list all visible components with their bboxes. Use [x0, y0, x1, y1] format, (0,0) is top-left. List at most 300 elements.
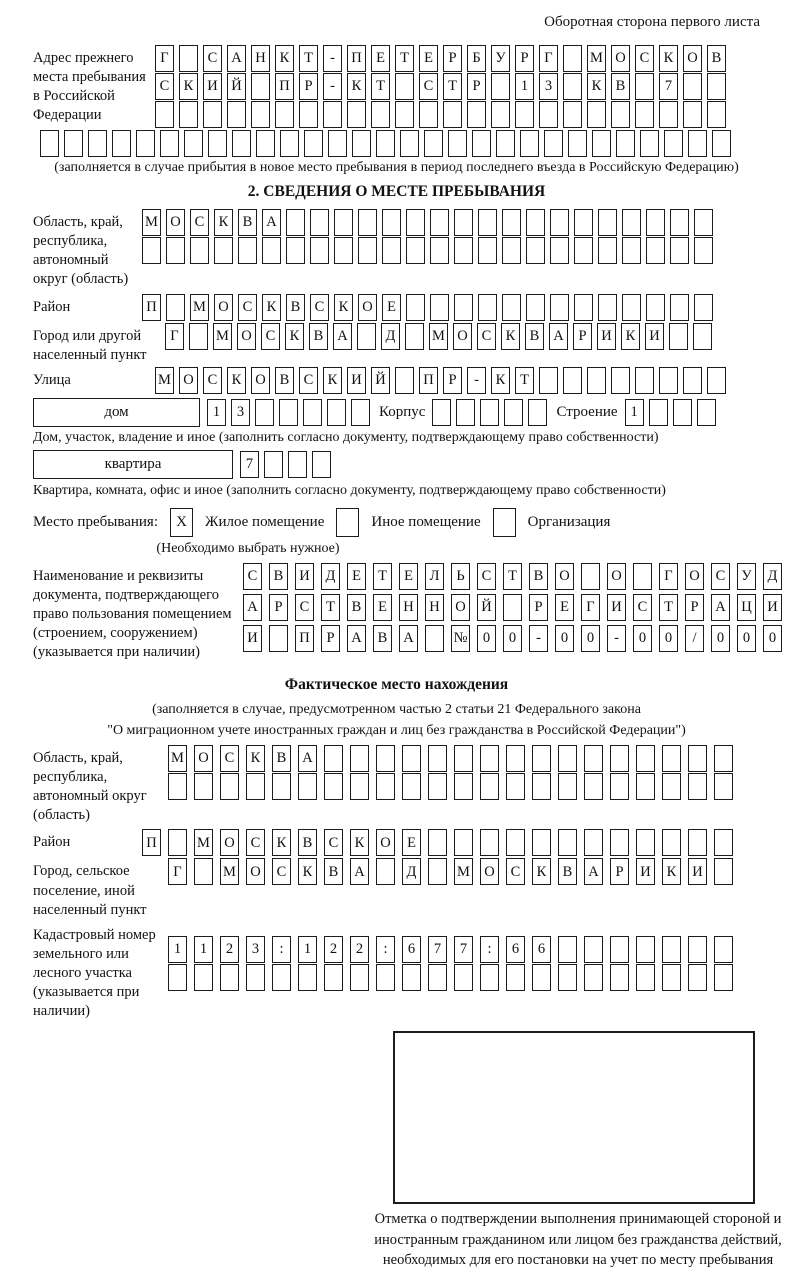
char-cell[interactable]: А: [298, 745, 317, 772]
char-cell[interactable]: О: [607, 563, 626, 590]
char-cell[interactable]: М: [190, 294, 209, 321]
char-cell[interactable]: [610, 829, 629, 856]
char-cell[interactable]: П: [295, 625, 314, 652]
char-cell[interactable]: К: [246, 745, 265, 772]
char-cell[interactable]: И: [203, 73, 222, 100]
char-cell[interactable]: В: [309, 323, 328, 350]
char-cell[interactable]: 0: [477, 625, 496, 652]
char-cell[interactable]: [563, 101, 582, 128]
char-cell[interactable]: -: [323, 45, 342, 72]
char-cell[interactable]: [697, 399, 716, 426]
char-cell[interactable]: Е: [382, 294, 401, 321]
char-cell[interactable]: [395, 101, 414, 128]
char-cell[interactable]: О: [246, 858, 265, 885]
char-cell[interactable]: [598, 294, 617, 321]
char-cell[interactable]: 0: [581, 625, 600, 652]
char-cell[interactable]: [480, 829, 499, 856]
char-cell[interactable]: [636, 964, 655, 991]
char-cell[interactable]: [334, 237, 353, 264]
char-cell[interactable]: [636, 829, 655, 856]
char-cell[interactable]: В: [525, 323, 544, 350]
char-cell[interactable]: [670, 294, 689, 321]
char-cell[interactable]: К: [350, 829, 369, 856]
char-cell[interactable]: О: [237, 323, 256, 350]
char-cell[interactable]: [357, 323, 376, 350]
char-cell[interactable]: 7: [454, 936, 473, 963]
char-cell[interactable]: -: [529, 625, 548, 652]
char-cell[interactable]: :: [272, 936, 291, 963]
char-cell[interactable]: [203, 101, 222, 128]
char-cell[interactable]: [251, 101, 270, 128]
char-cell[interactable]: В: [275, 367, 294, 394]
checkbox-inoe[interactable]: [336, 508, 359, 537]
char-cell[interactable]: [714, 829, 733, 856]
char-cell[interactable]: 0: [555, 625, 574, 652]
char-cell[interactable]: Т: [503, 563, 522, 590]
char-cell[interactable]: А: [227, 45, 246, 72]
char-cell[interactable]: 3: [246, 936, 265, 963]
char-cell[interactable]: [298, 964, 317, 991]
char-cell[interactable]: [327, 399, 346, 426]
char-cell[interactable]: М: [142, 209, 161, 236]
char-cell[interactable]: [673, 399, 692, 426]
char-cell[interactable]: [382, 209, 401, 236]
char-cell[interactable]: [166, 294, 185, 321]
char-cell[interactable]: [662, 964, 681, 991]
char-cell[interactable]: [610, 936, 629, 963]
char-cell[interactable]: Е: [347, 563, 366, 590]
char-cell[interactable]: 1: [194, 936, 213, 963]
char-cell[interactable]: [432, 399, 451, 426]
char-cell[interactable]: [328, 130, 347, 157]
char-cell[interactable]: Т: [443, 73, 462, 100]
char-cell[interactable]: [350, 773, 369, 800]
char-cell[interactable]: О: [683, 45, 702, 72]
char-cell[interactable]: [214, 237, 233, 264]
char-cell[interactable]: О: [194, 745, 213, 772]
char-cell[interactable]: [574, 294, 593, 321]
char-cell[interactable]: [694, 209, 713, 236]
char-cell[interactable]: С: [635, 45, 654, 72]
char-cell[interactable]: [622, 294, 641, 321]
char-cell[interactable]: Е: [399, 563, 418, 590]
char-cell[interactable]: [659, 101, 678, 128]
char-cell[interactable]: К: [491, 367, 510, 394]
char-cell[interactable]: [574, 209, 593, 236]
char-cell[interactable]: [491, 101, 510, 128]
char-cell[interactable]: [142, 237, 161, 264]
char-cell[interactable]: А: [347, 625, 366, 652]
char-cell[interactable]: В: [286, 294, 305, 321]
char-cell[interactable]: С: [261, 323, 280, 350]
char-cell[interactable]: [688, 745, 707, 772]
char-cell[interactable]: Г: [659, 563, 678, 590]
char-cell[interactable]: Ц: [737, 594, 756, 621]
char-cell[interactable]: Р: [529, 594, 548, 621]
char-cell[interactable]: [504, 399, 523, 426]
char-cell[interactable]: Д: [402, 858, 421, 885]
char-cell[interactable]: Р: [467, 73, 486, 100]
char-cell[interactable]: [64, 130, 83, 157]
char-cell[interactable]: К: [262, 294, 281, 321]
char-cell[interactable]: [358, 237, 377, 264]
char-cell[interactable]: [563, 367, 582, 394]
char-cell[interactable]: [611, 367, 630, 394]
char-cell[interactable]: [688, 964, 707, 991]
char-cell[interactable]: И: [645, 323, 664, 350]
char-cell[interactable]: [194, 773, 213, 800]
char-cell[interactable]: [633, 563, 652, 590]
char-cell[interactable]: [279, 399, 298, 426]
char-cell[interactable]: К: [501, 323, 520, 350]
char-cell[interactable]: С: [246, 829, 265, 856]
char-cell[interactable]: К: [275, 45, 294, 72]
char-cell[interactable]: А: [584, 858, 603, 885]
char-cell[interactable]: [670, 237, 689, 264]
char-cell[interactable]: [714, 964, 733, 991]
char-cell[interactable]: [478, 294, 497, 321]
char-cell[interactable]: [155, 101, 174, 128]
char-cell[interactable]: Р: [573, 323, 592, 350]
char-cell[interactable]: -: [323, 73, 342, 100]
char-cell[interactable]: 7: [659, 73, 678, 100]
char-cell[interactable]: С: [295, 594, 314, 621]
char-cell[interactable]: Т: [321, 594, 340, 621]
char-cell[interactable]: [688, 829, 707, 856]
char-cell[interactable]: [334, 209, 353, 236]
char-cell[interactable]: [563, 73, 582, 100]
char-cell[interactable]: Т: [299, 45, 318, 72]
char-cell[interactable]: [598, 209, 617, 236]
char-cell[interactable]: [611, 101, 630, 128]
char-cell[interactable]: [587, 367, 606, 394]
char-cell[interactable]: И: [636, 858, 655, 885]
char-cell[interactable]: [160, 130, 179, 157]
char-cell[interactable]: С: [155, 73, 174, 100]
char-cell[interactable]: Г: [581, 594, 600, 621]
char-cell[interactable]: И: [347, 367, 366, 394]
char-cell[interactable]: [448, 130, 467, 157]
char-cell[interactable]: [227, 101, 246, 128]
char-cell[interactable]: [194, 964, 213, 991]
char-cell[interactable]: [526, 209, 545, 236]
char-cell[interactable]: [694, 294, 713, 321]
char-cell[interactable]: [587, 101, 606, 128]
char-cell[interactable]: [610, 773, 629, 800]
char-cell[interactable]: В: [373, 625, 392, 652]
char-cell[interactable]: 1: [168, 936, 187, 963]
char-cell[interactable]: [532, 745, 551, 772]
char-cell[interactable]: Й: [227, 73, 246, 100]
char-cell[interactable]: [707, 101, 726, 128]
char-cell[interactable]: [714, 773, 733, 800]
char-cell[interactable]: Е: [402, 829, 421, 856]
char-cell[interactable]: К: [621, 323, 640, 350]
char-cell[interactable]: К: [659, 45, 678, 72]
char-cell[interactable]: [574, 237, 593, 264]
char-cell[interactable]: [454, 745, 473, 772]
char-cell[interactable]: К: [285, 323, 304, 350]
char-cell[interactable]: [598, 237, 617, 264]
char-cell[interactable]: [563, 45, 582, 72]
char-cell[interactable]: А: [262, 209, 281, 236]
char-cell[interactable]: Т: [395, 45, 414, 72]
char-cell[interactable]: В: [298, 829, 317, 856]
char-cell[interactable]: [550, 209, 569, 236]
char-cell[interactable]: [646, 209, 665, 236]
char-cell[interactable]: С: [506, 858, 525, 885]
char-cell[interactable]: С: [299, 367, 318, 394]
char-cell[interactable]: В: [707, 45, 726, 72]
char-cell[interactable]: [707, 73, 726, 100]
char-cell[interactable]: 0: [711, 625, 730, 652]
char-cell[interactable]: Г: [539, 45, 558, 72]
checkbox-organizatsiya[interactable]: [493, 508, 516, 537]
char-cell[interactable]: [352, 130, 371, 157]
char-cell[interactable]: [358, 209, 377, 236]
char-cell[interactable]: О: [166, 209, 185, 236]
char-cell[interactable]: 2: [324, 936, 343, 963]
char-cell[interactable]: Р: [515, 45, 534, 72]
char-cell[interactable]: С: [477, 563, 496, 590]
char-cell[interactable]: С: [203, 45, 222, 72]
char-cell[interactable]: [220, 964, 239, 991]
char-cell[interactable]: [425, 625, 444, 652]
char-cell[interactable]: 0: [503, 625, 522, 652]
char-cell[interactable]: [310, 209, 329, 236]
char-cell[interactable]: М: [213, 323, 232, 350]
char-cell[interactable]: :: [376, 936, 395, 963]
char-cell[interactable]: Г: [155, 45, 174, 72]
char-cell[interactable]: [502, 294, 521, 321]
char-cell[interactable]: [558, 936, 577, 963]
char-cell[interactable]: [622, 237, 641, 264]
char-cell[interactable]: О: [451, 594, 470, 621]
char-cell[interactable]: А: [333, 323, 352, 350]
char-cell[interactable]: [189, 323, 208, 350]
char-cell[interactable]: [550, 237, 569, 264]
char-cell[interactable]: [544, 130, 563, 157]
char-cell[interactable]: Т: [515, 367, 534, 394]
char-cell[interactable]: [406, 209, 425, 236]
char-cell[interactable]: [428, 773, 447, 800]
char-cell[interactable]: Д: [321, 563, 340, 590]
char-cell[interactable]: Р: [269, 594, 288, 621]
char-cell[interactable]: Д: [381, 323, 400, 350]
char-cell[interactable]: [558, 964, 577, 991]
char-cell[interactable]: [707, 367, 726, 394]
char-cell[interactable]: В: [324, 858, 343, 885]
char-cell[interactable]: 0: [737, 625, 756, 652]
char-cell[interactable]: А: [549, 323, 568, 350]
char-cell[interactable]: [714, 936, 733, 963]
char-cell[interactable]: [558, 745, 577, 772]
char-cell[interactable]: [502, 209, 521, 236]
char-cell[interactable]: К: [334, 294, 353, 321]
char-cell[interactable]: [506, 773, 525, 800]
char-cell[interactable]: [693, 323, 712, 350]
char-cell[interactable]: [166, 237, 185, 264]
char-cell[interactable]: П: [275, 73, 294, 100]
kvartira-type-box[interactable]: квартира: [33, 450, 233, 479]
char-cell[interactable]: [539, 367, 558, 394]
char-cell[interactable]: [246, 773, 265, 800]
char-cell[interactable]: [636, 745, 655, 772]
char-cell[interactable]: [478, 209, 497, 236]
char-cell[interactable]: [255, 399, 274, 426]
char-cell[interactable]: [491, 73, 510, 100]
char-cell[interactable]: [168, 829, 187, 856]
char-cell[interactable]: [269, 625, 288, 652]
char-cell[interactable]: [220, 773, 239, 800]
char-cell[interactable]: [350, 745, 369, 772]
char-cell[interactable]: [506, 964, 525, 991]
char-cell[interactable]: [454, 237, 473, 264]
char-cell[interactable]: [646, 294, 665, 321]
char-cell[interactable]: 0: [659, 625, 678, 652]
char-cell[interactable]: Н: [399, 594, 418, 621]
char-cell[interactable]: М: [194, 829, 213, 856]
char-cell[interactable]: В: [238, 209, 257, 236]
char-cell[interactable]: 6: [506, 936, 525, 963]
char-cell[interactable]: С: [203, 367, 222, 394]
char-cell[interactable]: К: [227, 367, 246, 394]
char-cell[interactable]: [264, 451, 283, 478]
char-cell[interactable]: К: [272, 829, 291, 856]
char-cell[interactable]: А: [711, 594, 730, 621]
char-cell[interactable]: М: [168, 745, 187, 772]
char-cell[interactable]: О: [376, 829, 395, 856]
char-cell[interactable]: 1: [207, 399, 226, 426]
char-cell[interactable]: [496, 130, 515, 157]
char-cell[interactable]: 1: [625, 399, 644, 426]
char-cell[interactable]: С: [324, 829, 343, 856]
char-cell[interactable]: Л: [425, 563, 444, 590]
char-cell[interactable]: Е: [371, 45, 390, 72]
char-cell[interactable]: М: [155, 367, 174, 394]
char-cell[interactable]: [304, 130, 323, 157]
char-cell[interactable]: И: [688, 858, 707, 885]
char-cell[interactable]: В: [272, 745, 291, 772]
char-cell[interactable]: И: [607, 594, 626, 621]
char-cell[interactable]: [584, 745, 603, 772]
char-cell[interactable]: Н: [251, 45, 270, 72]
char-cell[interactable]: И: [597, 323, 616, 350]
char-cell[interactable]: [395, 73, 414, 100]
char-cell[interactable]: [428, 829, 447, 856]
char-cell[interactable]: [168, 964, 187, 991]
char-cell[interactable]: [532, 829, 551, 856]
char-cell[interactable]: [635, 73, 654, 100]
char-cell[interactable]: [584, 773, 603, 800]
char-cell[interactable]: [454, 829, 473, 856]
char-cell[interactable]: О: [214, 294, 233, 321]
char-cell[interactable]: [622, 209, 641, 236]
char-cell[interactable]: [376, 130, 395, 157]
char-cell[interactable]: [472, 130, 491, 157]
char-cell[interactable]: [286, 209, 305, 236]
char-cell[interactable]: №: [451, 625, 470, 652]
char-cell[interactable]: [428, 745, 447, 772]
char-cell[interactable]: М: [429, 323, 448, 350]
char-cell[interactable]: К: [587, 73, 606, 100]
char-cell[interactable]: П: [419, 367, 438, 394]
char-cell[interactable]: [454, 773, 473, 800]
char-cell[interactable]: [688, 130, 707, 157]
char-cell[interactable]: [502, 237, 521, 264]
char-cell[interactable]: К: [532, 858, 551, 885]
char-cell[interactable]: [584, 829, 603, 856]
char-cell[interactable]: Т: [659, 594, 678, 621]
char-cell[interactable]: [714, 858, 733, 885]
char-cell[interactable]: 2: [350, 936, 369, 963]
char-cell[interactable]: [610, 964, 629, 991]
char-cell[interactable]: 1: [515, 73, 534, 100]
char-cell[interactable]: [532, 964, 551, 991]
char-cell[interactable]: [558, 773, 577, 800]
char-cell[interactable]: Б: [467, 45, 486, 72]
char-cell[interactable]: [402, 773, 421, 800]
char-cell[interactable]: [662, 773, 681, 800]
char-cell[interactable]: Т: [373, 563, 392, 590]
char-cell[interactable]: [402, 745, 421, 772]
char-cell[interactable]: [714, 745, 733, 772]
char-cell[interactable]: С: [711, 563, 730, 590]
char-cell[interactable]: Р: [443, 367, 462, 394]
char-cell[interactable]: О: [555, 563, 574, 590]
char-cell[interactable]: [347, 101, 366, 128]
char-cell[interactable]: Е: [373, 594, 392, 621]
char-cell[interactable]: 7: [428, 936, 447, 963]
char-cell[interactable]: [376, 773, 395, 800]
char-cell[interactable]: [581, 563, 600, 590]
char-cell[interactable]: [669, 323, 688, 350]
char-cell[interactable]: [112, 130, 131, 157]
char-cell[interactable]: Т: [371, 73, 390, 100]
char-cell[interactable]: Е: [419, 45, 438, 72]
char-cell[interactable]: [568, 130, 587, 157]
char-cell[interactable]: [400, 130, 419, 157]
char-cell[interactable]: [528, 399, 547, 426]
char-cell[interactable]: [688, 936, 707, 963]
char-cell[interactable]: [136, 130, 155, 157]
char-cell[interactable]: Р: [299, 73, 318, 100]
char-cell[interactable]: К: [179, 73, 198, 100]
char-cell[interactable]: Й: [371, 367, 390, 394]
char-cell[interactable]: А: [243, 594, 262, 621]
char-cell[interactable]: [262, 237, 281, 264]
char-cell[interactable]: [584, 964, 603, 991]
char-cell[interactable]: [467, 101, 486, 128]
char-cell[interactable]: 0: [633, 625, 652, 652]
char-cell[interactable]: [558, 829, 577, 856]
char-cell[interactable]: [246, 964, 265, 991]
char-cell[interactable]: [256, 130, 275, 157]
char-cell[interactable]: 6: [402, 936, 421, 963]
char-cell[interactable]: [238, 237, 257, 264]
char-cell[interactable]: [550, 294, 569, 321]
char-cell[interactable]: [405, 323, 424, 350]
char-cell[interactable]: [480, 964, 499, 991]
char-cell[interactable]: А: [399, 625, 418, 652]
char-cell[interactable]: И: [243, 625, 262, 652]
char-cell[interactable]: -: [607, 625, 626, 652]
char-cell[interactable]: [683, 101, 702, 128]
char-cell[interactable]: [350, 964, 369, 991]
char-cell[interactable]: В: [347, 594, 366, 621]
char-cell[interactable]: В: [558, 858, 577, 885]
char-cell[interactable]: У: [491, 45, 510, 72]
